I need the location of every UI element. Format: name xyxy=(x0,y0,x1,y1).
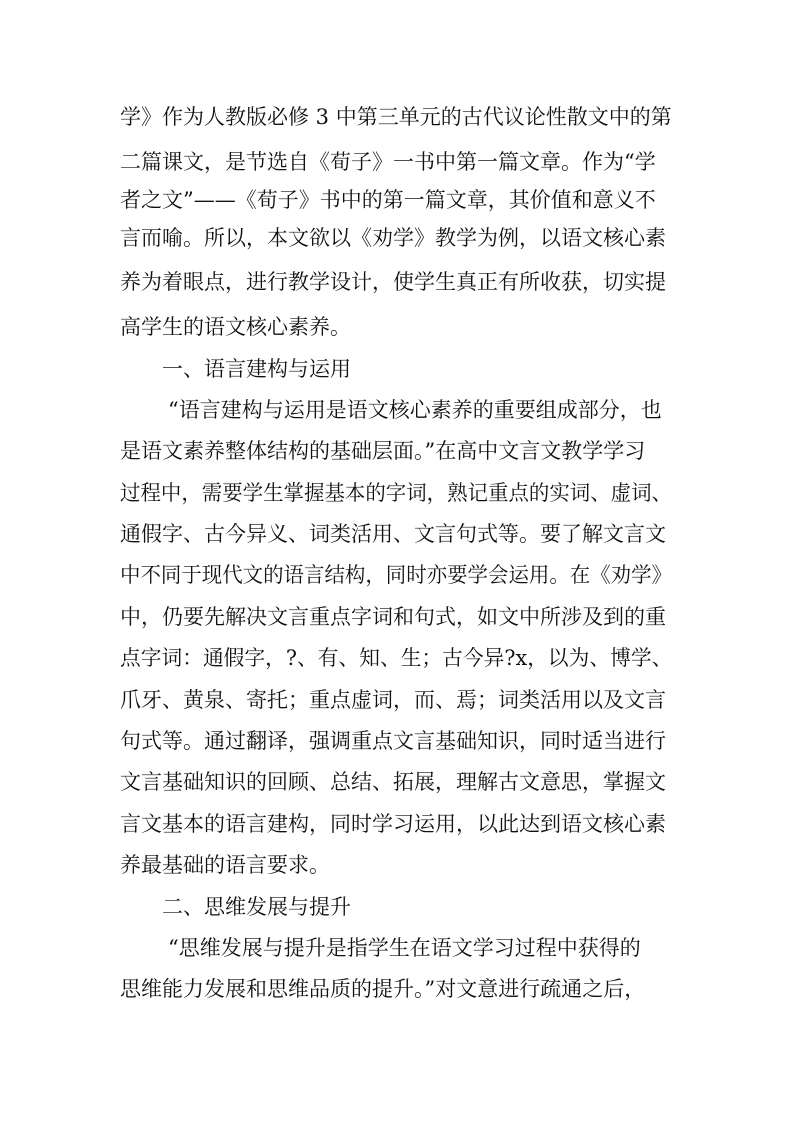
paragraph-line: 二篇课文，是节选自《荀子》一书中第一篇文章。作为“学 xyxy=(120,150,656,174)
paragraph-line: 养最基础的语言要求。 xyxy=(120,853,330,877)
paragraph-line: 言而喻。所以，本文欲以《劝学》教学为例，以语文核心素 xyxy=(120,226,666,250)
paragraph-line: 中，仍要先解决文言重点字词和句式，如文中所涉及到的重 xyxy=(120,605,666,629)
paragraph-line: 过程中，需要学生掌握基本的字词，熟记重点的实词、虚词、 xyxy=(120,481,672,505)
paragraph-line: 思维能力发展和思维品质的提升。”对文意进行疏通之后， xyxy=(120,977,646,1001)
paragraph-line: 言文基本的语言建构，同时学习运用，以此达到语文核心素 xyxy=(120,812,666,836)
paragraph-line: “思维发展与提升是指学生在语文学习过程中获得的 xyxy=(168,936,641,960)
paragraph-line: “语言建构与运用是语文核心素养的重要组成部分，也 xyxy=(168,398,662,422)
paragraph-line: 通假字、古今异义、词类活用、文言句式等。要了解文言文 xyxy=(120,522,666,546)
paragraph-line: 文言基础知识的回顾、总结、拓展，理解古文意思，掌握文 xyxy=(120,770,666,794)
paragraph-line: 点字词：通假字，?、有、知、生；古今异?x，以为、博学、 xyxy=(120,646,673,670)
paragraph-line: 养为着眼点，进行教学设计，使学生真正有所收获，切实提 xyxy=(120,270,666,294)
paragraph-line: 学》作为人教版必修 3 中第三单元的古代议论性散文中的第 xyxy=(120,105,672,129)
paragraph-line: 高学生的语文核心素养。 xyxy=(120,315,351,339)
paragraph-line: 中不同于现代文的语言结构，同时亦要学会运用。在《劝学》 xyxy=(120,563,672,587)
paragraph-line: 句式等。通过翻译，强调重点文言基础知识，同时适当进行 xyxy=(120,729,666,753)
section-heading-1: 一、语言建构与运用 xyxy=(162,357,351,381)
paragraph-line: 者之文”——《荀子》书中的第一篇文章，其价值和意义不 xyxy=(120,188,656,212)
section-heading-2: 二、思维发展与提升 xyxy=(162,895,351,919)
paragraph-line: 爪牙、黄泉、寄托；重点虚词，而、焉；词类活用以及文言 xyxy=(120,688,666,712)
paragraph-line: 是语文素养整体结构的基础层面。”在高中文言文教学学习 xyxy=(120,439,646,463)
